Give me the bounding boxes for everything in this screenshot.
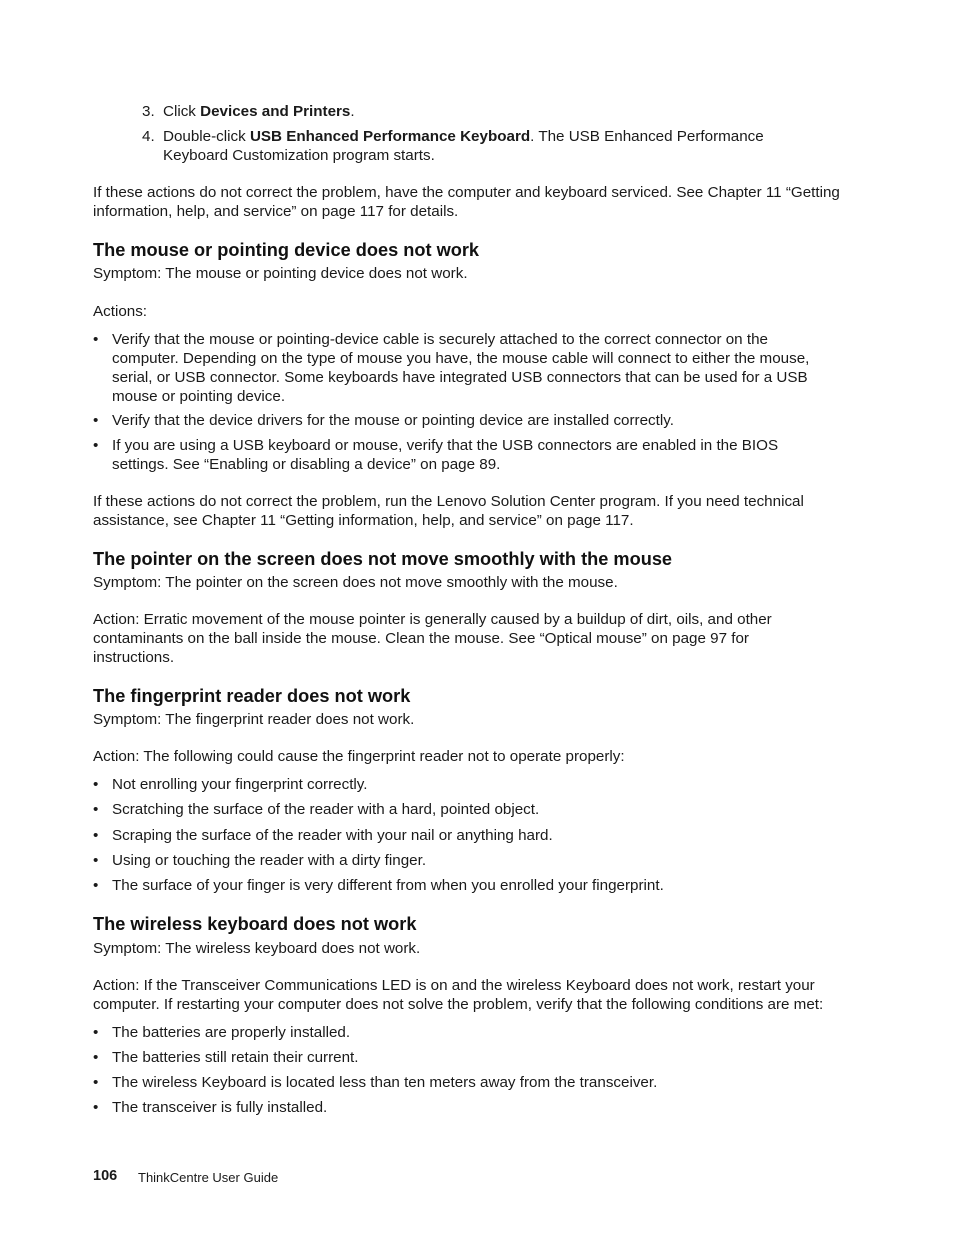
- section-heading-fingerprint: The fingerprint reader does not work: [93, 686, 411, 706]
- section-heading-wireless: The wireless keyboard does not work: [93, 914, 417, 934]
- bullet-mark: •: [93, 437, 99, 454]
- bullet-mark: •: [93, 1099, 99, 1116]
- page-number: 106: [93, 1168, 118, 1184]
- section-heading-pointer: The pointer on the screen does not move smoothly with the mouse: [93, 549, 673, 569]
- bullet-mark: •: [93, 801, 99, 818]
- mouse-closing: If these actions do not correct the problem, run the Lenovo Solution Center program. If you need technical assistance, see Chapter 11 “Getting information, help, and service” on page 117.: [93, 493, 804, 529]
- bullet-mark: •: [93, 776, 99, 793]
- section-heading-mouse: The mouse or pointing device does not work: [93, 240, 480, 260]
- bullet-mark: •: [93, 852, 99, 869]
- bullet-mark: •: [93, 877, 99, 894]
- bullet-mark: •: [93, 412, 99, 429]
- pointer-symptom: Symptom: The pointer on the screen does not move smoothly with the mouse.: [93, 574, 618, 591]
- wireless-action: Action: If the Transceiver Communications LED is on and the wireless Keyboard does not work, restart your computer. If restarting your computer does not solve the problem, verify that the following conditions are met:: [93, 977, 824, 1013]
- mouse-actions-label: Actions:: [93, 303, 148, 320]
- paragraph-service: If these actions do not correct the problem, have the computer and keyboard serviced. See Chapter 11 “Getting information, help, and service” on page 117 for details.: [93, 184, 840, 220]
- step-text: Click Devices and Printers.: [163, 103, 355, 120]
- bullet-mark: •: [93, 1049, 99, 1066]
- ui-term: Devices and Printers: [200, 103, 351, 120]
- step-number: 3.: [142, 103, 155, 120]
- document-page: 3. Click Devices and Printers. 4. Double-click USB Enhanced Performance Keyboard. The USB Enhanced Performance Keyboard Customization program starts. If these actions do not correct the problem, have the computer and keyboard serviced. See Chapter 11 “Getting information, help, and service” on page 117 for details. The mouse or pointing device does not work Symptom: The mouse or pointing device does not work. Actions: • Verify that the mouse or pointing-device cable is securely attached to the correct connector on the computer. Depending on the type of mouse you have, the mouse cable will connect to either the mouse, serial, or USB connector. Some keyboards have integrated USB connectors that can be used for a USB mouse or pointing device. • Verify that the device drivers for the mouse or pointing device are installed correctly. • If you are using a USB keyboard or mouse, verify that the USB connectors are enabled in the BIOS settings. See “Enabling or disabling a device” on page 89. If these actions do not correct the problem, run the Lenovo Solution Center program. If you need technical assistance, see Chapter 11 “Getting information, help, and service” on page 117. The pointer on the screen does not move smoothly with the mouse Symptom: The pointer on the screen does not move smoothly with the mouse. Action: Erratic movement of the mouse pointer is generally caused by a buildup of dirt, oils, and other contaminants on the ball inside the mouse. Clean the mouse. See “Optical mouse” on page 97 for instructions. The fingerprint reader does not work Symptom: The fingerprint reader does not work. Action: The following could cause the fingerprint reader not to operate properly: • Not enrolling your fingerprint correctly. • Scratching the surface of the reader with a hard, pointed object. • Scraping the surface of the reader with your nail or anything hard. • Using or touching the reader with a dirty finger. • The surface of your finger is very different from when you enrolled your fingerprint. The wireless keyboard does not work Symptom: The wireless keyboard does not work. Action: If the Transceiver Communications LED is on and the wireless Keyboard does not work, restart your computer. If restarting your computer does not solve the problem, verify that the following conditions are met: • The batteries are properly installed. • The batteries still retain their current. • The wireless Keyboard is located less than ten meters away from the transceiver. • The transceiver is fully installed. 106 ThinkCentre User Guide: [0, 0, 954, 1235]
- step-text: Double-click USB Enhanced Performance Keyboard. The USB Enhanced Performance Keyboard Customization program starts.: [163, 128, 764, 164]
- bullet-mark: •: [93, 331, 99, 348]
- bullet-mark: •: [93, 1024, 99, 1041]
- step-number: 4.: [142, 128, 155, 145]
- page-footer: [93, 1166, 279, 1186]
- fingerprint-action: Action: The following could cause the fingerprint reader not to operate properly:: [93, 748, 625, 765]
- bullet-mark: •: [93, 827, 99, 844]
- bullet-mark: •: [93, 1074, 99, 1091]
- pointer-action: Action: Erratic movement of the mouse pointer is generally caused by a buildup of dirt, oils, and other contaminants on the ball inside the mouse. Clean the mouse. See “Optical mouse” on page 97 for instructions.: [93, 611, 772, 666]
- document-title: ThinkCentre User Guide: [138, 1170, 279, 1185]
- ui-term: USB Enhanced Performance Keyboard: [249, 128, 531, 145]
- fingerprint-symptom: Symptom: The fingerprint reader does not work.: [93, 711, 415, 728]
- mouse-symptom: Symptom: The mouse or pointing device does not work.: [93, 265, 468, 282]
- wireless-symptom: Symptom: The wireless keyboard does not work.: [93, 940, 421, 957]
